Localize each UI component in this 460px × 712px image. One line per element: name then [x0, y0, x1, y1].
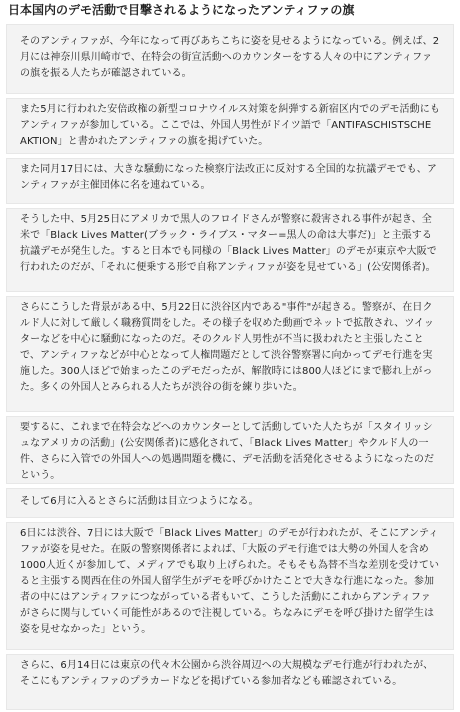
article-paragraph: 要するに、これまで在特会などへのカウンターとして活動していた人たちが「スタイリッシュなアメリカの活動」(公安関係者)に感化されて、「Black Lives Matter」やクルド人の一件、さらに入管での外国人への処遇問題を機に、デモ活動を活発化させるようになったのだという。: [20, 422, 435, 481]
article-paragraph: そのアンティファが、今年になって再びあちこちに姿を見せるようになっている。例えば、2月には神奈川県川崎市で、在特会の街宣活動へのカウンターをする人々の中にアンティファの旗を振る人たちが確認されている。: [20, 36, 440, 79]
article-paragraph: そうした中、5月25日にアメリカで黒人のフロイドさんが警察に殺害される事件が起き、全米で「Black Lives Matter(ブラック・ライブス・マター=黒人の命は大事だ)」と主張する抗議デモが発生した。すると日本でも同様の「Black Lives Matter」のデモが東京や大阪で行われたのだが、「それに便乗する形で自称アンティファが姿を見せている」(公安関係者)。: [20, 214, 437, 273]
article-paragraph: 6日には渋谷、7日には大阪で「Black Lives Matter」のデモが行われたが、そこにアンティファが姿を見せた。在阪の警察関係者によれば、「大阪のデモ行進では大勢の外国人を含め1000人近くが参加して、メディアでも取り上げられた。そもそも為替不当な差別を受けていると主張する関西在住の外国人留学生がデモを呼びかけたことで大きな行進になった。参加者の中にはアンティファにつながっている者もいて、こうした活動にこれからアンティファがさらに関与していく可能性があるので注視している。ちなみにデモを呼び掛けた留学生は姿を見せなかった」という。: [20, 528, 440, 635]
article-paragraph: また5月に行われた安倍政権の新型コロナウイルス対策を糾弾する新宿区内でのデモ活動にもアンティファが参加している。ここでは、外国人男性がドイツ語で「ANTIFASCHISTSCHE AKTION」と書かれたアンティファの旗を掲げていた。: [20, 104, 440, 147]
article-paragraph: さらにこうした背景がある中、5月22日に渋谷区内である"事件"が起きる。警察が、在日クルド人に対して厳しく職務質問をした。その様子を収めた動画でネットで拡散され、ツイッターなどを中心に騒動になったのだ。そのクルド人男性が不当に扱われたと主張したことで、アンティファなどが中心となって人権問題だとして渋谷警察署に向かってデモ行進を実施した。300人ほどで始まったこのデモだったが、解散時には800人ほどにまで膨れ上がった。多くの外国人とみられる人たちが渋谷の街を練り歩いた。: [20, 302, 434, 393]
article-title: 日本国内のデモ活動で目撃されるようになったアンティファの旗: [8, 3, 355, 17]
article-paragraph: さらに、6月14日には東京の代々木公園から渋谷周辺への大規模なデモ行進が行われたが、そこにもアンティファのプラカードなどを掲げている参加者なども確認されている。: [20, 660, 434, 687]
article-paragraph: また同月17日には、大きな騒動になった検察庁法改正に反対する全国的な抗議デモでも、アンティファが主催団体に名を連ねている。: [20, 164, 437, 191]
article-paragraph: そして6月に入るとさらに活動は目立つようになる。: [20, 496, 259, 507]
